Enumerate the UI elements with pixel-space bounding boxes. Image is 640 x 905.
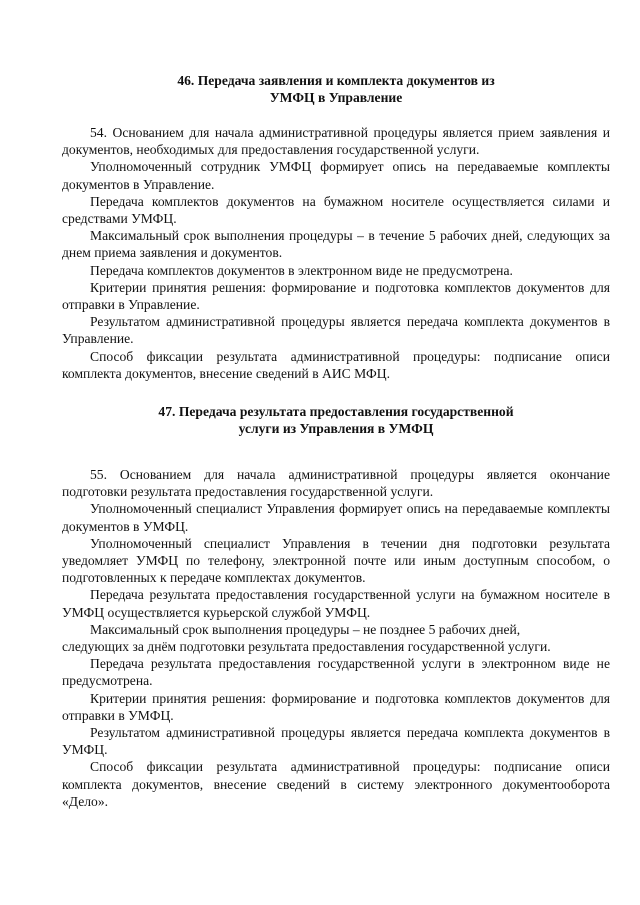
- section-47-title: [60, 403, 612, 437]
- section-47-body: [62, 466, 610, 810]
- section-46-body: [62, 124, 610, 382]
- paragraph: Передача комплектов документов на бумажном носителе осуществляется силами и средствами УМФЦ.: [62, 193, 610, 227]
- paragraph: Критерии принятия решения: формирование и подготовка комплектов документов для отправки в УМФЦ.: [62, 690, 610, 723]
- title-line: 46. Передача заявления и комплекта документов из: [177, 73, 495, 88]
- section-46-title: [60, 72, 612, 106]
- paragraph: Критерии принятия решения: формирование и подготовка комплектов документов для отправки в Управление.: [62, 279, 610, 313]
- paragraph: Передача результата предоставления государственной услуги на бумажном носителе в УМФЦ осуществляется курьерской службой УМФЦ.: [62, 587, 610, 620]
- paragraph: Результатом административной процедуры является передача комплекта документов в Управление.: [62, 314, 610, 347]
- paragraph: следующих за днём подготовки результата предоставления государственной услуги.: [62, 639, 551, 655]
- paragraph: Уполномоченный специалист Управления в течении дня подготовки результата уведомляет УМФЦ по телефону, электронной почте или иным доступным способом, о подготовленных к передаче комплектах документов.: [62, 535, 610, 586]
- title-line: услуги из Управления в УМФЦ: [238, 421, 434, 437]
- paragraph: Способ фиксации результата административной процедуры: подписание описи комплекта документов, внесение сведений в систему электронного документооборота «Дело».: [62, 759, 610, 809]
- title-line: 47. Передача результата предоставления государственной: [158, 404, 514, 419]
- paragraph: Результатом административной процедуры является передача комплекта документов в УМФЦ.: [62, 725, 610, 758]
- paragraph: Максимальный срок выполнения процедуры – не позднее 5 рабочих дней,: [90, 621, 521, 637]
- paragraph: Максимальный срок выполнения процедуры – в течение 5 рабочих дней, следующих за днем приема заявления и документов.: [62, 228, 610, 261]
- paragraph: Уполномоченный специалист Управления формирует опись на передаваемые комплекты документов в УМФЦ.: [62, 501, 610, 534]
- paragraph: Передача комплектов документов в электронном виде не предусмотрена.: [90, 262, 513, 278]
- paragraph: Передача результата предоставления государственной услуги в электронном виде не предусмотрена.: [62, 656, 610, 689]
- paragraph: Уполномоченный сотрудник УМФЦ формирует опись на передаваемые комплекты документов в Управление.: [62, 159, 610, 192]
- title-line: УМФЦ в Управление: [269, 90, 403, 106]
- paragraph: Способ фиксации результата административной процедуры: подписание описи комплекта документов, внесение сведений в АИС МФЦ.: [62, 348, 610, 381]
- paragraph: 55. Основанием для начала административной процедуры является окончание подготовки результата предоставления государственной услуги.: [62, 467, 610, 500]
- paragraph: 54. Основанием для начала административной процедуры является прием заявления и документов, необходимых для предоставления государственной услуги.: [62, 125, 610, 158]
